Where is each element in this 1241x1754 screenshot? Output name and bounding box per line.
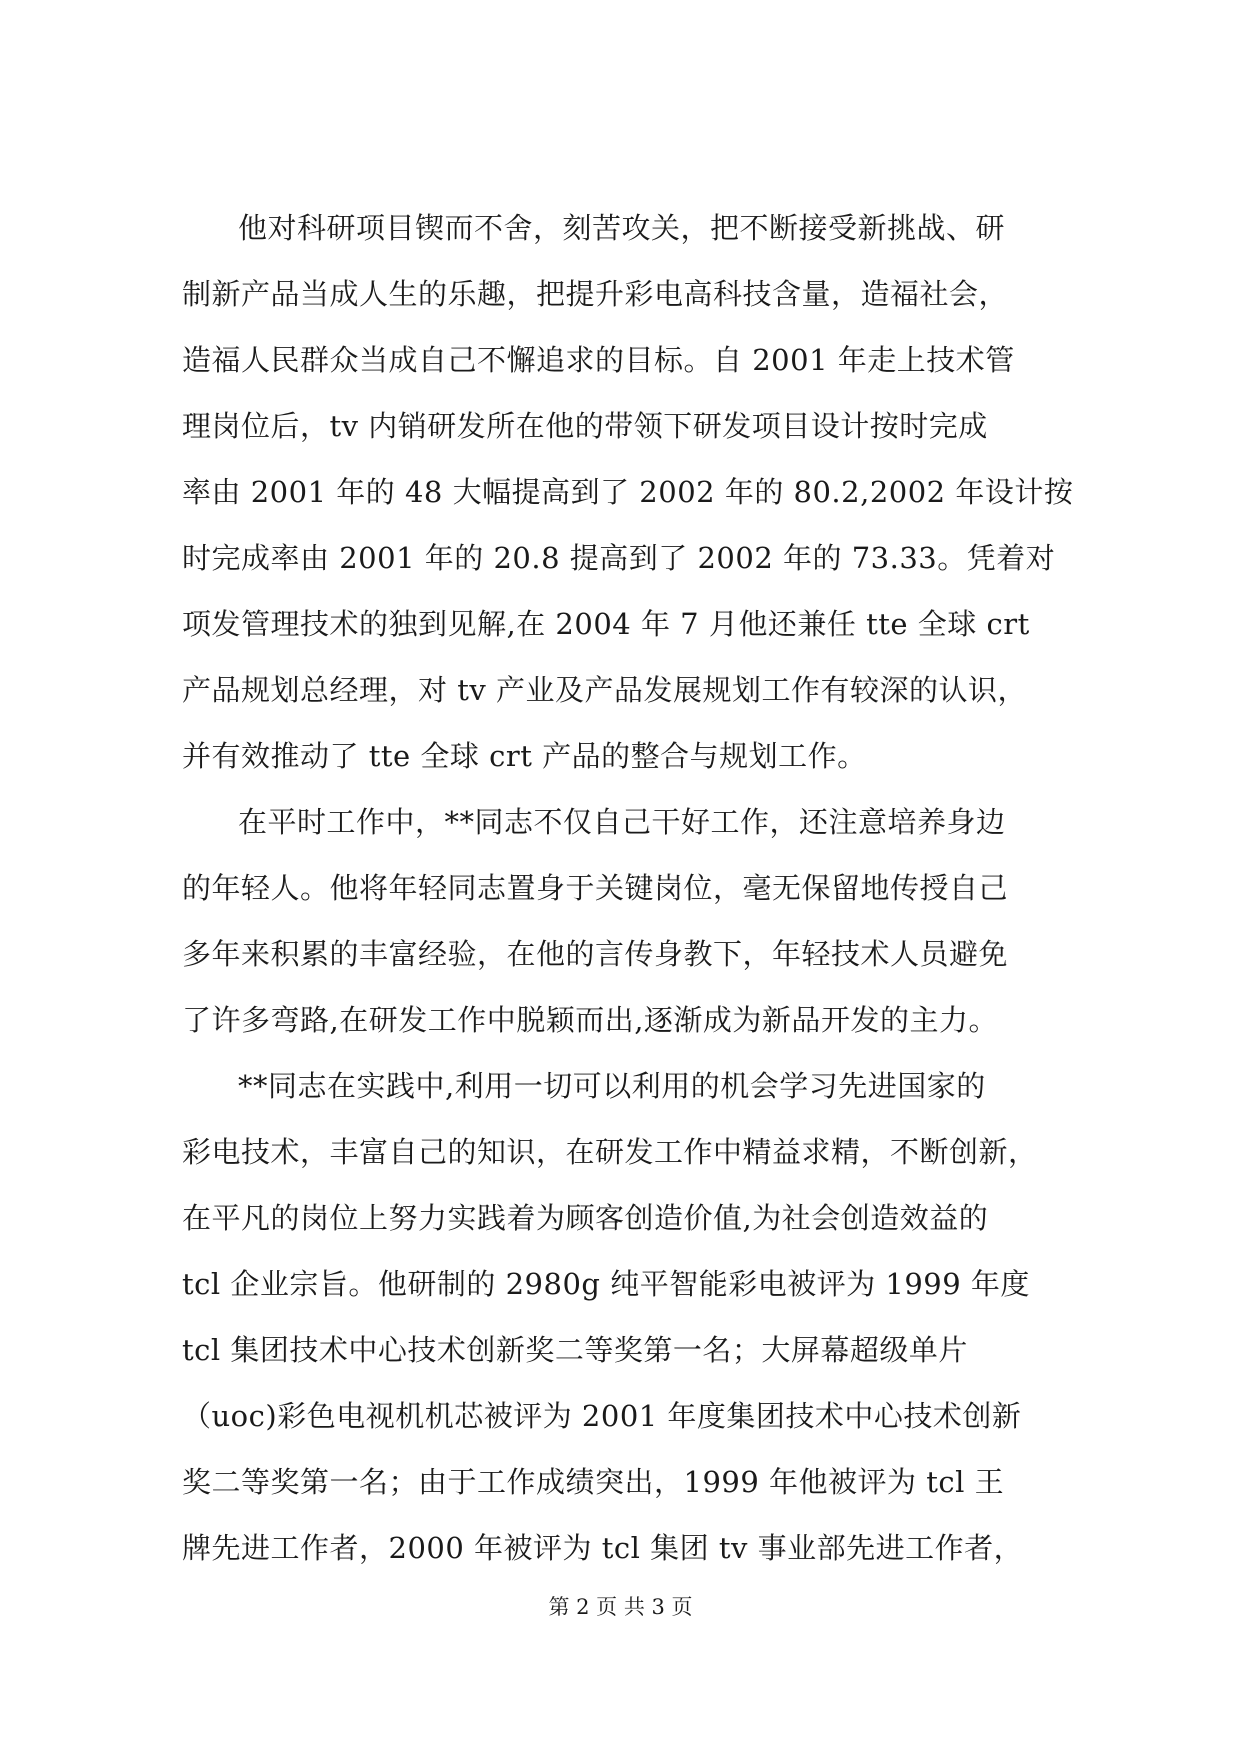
paragraph-2-line-3: 多年来积累的丰富经验，在他的言传身教下，年轻技术人员避免	[182, 937, 1009, 971]
paragraph-1-line-4: 理岗位后，tv 内销研发所在他的带领下研发项目设计按时完成	[182, 409, 988, 443]
paragraph-3-line-3: 在平凡的岗位上努力实践着为顾客创造价值,为社会创造效益的	[182, 1201, 989, 1235]
paragraph-2-line-1: 在平时工作中，**同志不仅自己干好工作，还注意培养身边	[238, 805, 1006, 839]
page-footer: 第 2 页 共 3 页	[548, 1595, 693, 1619]
paragraph-3-line-8: 牌先进工作者，2000 年被评为 tcl 集团 tv 事业部先进工作者，	[182, 1531, 1024, 1565]
paragraph-3-line-5: tcl 集团技术中心技术创新奖二等奖第一名；大屏幕超级单片	[182, 1333, 968, 1367]
paragraph-3-line-7: 奖二等奖第一名；由于工作成绩突出，1999 年他被评为 tcl 王	[182, 1465, 1005, 1499]
paragraph-3-line-4: tcl 企业宗旨。他研制的 2980g 纯平智能彩电被评为 1999 年度	[182, 1267, 1030, 1301]
paragraph-1-line-9: 并有效推动了 tte 全球 crt 产品的整合与规划工作。	[182, 739, 867, 773]
paragraph-1-line-2: 制新产品当成人生的乐趣，把提升彩电高科技含量，造福社会，	[182, 277, 1009, 311]
paragraph-1-line-8: 产品规划总经理，对 tv 产业及产品发展规划工作有较深的认识，	[182, 673, 1027, 707]
paragraph-2-line-2: 的年轻人。他将年轻同志置身于关键岗位，毫无保留地传授自己	[182, 871, 1009, 905]
paragraph-1-line-5: 率由 2001 年的 48 大幅提高到了 2002 年的 80.2,2002 年设计按	[182, 475, 1074, 509]
paragraph-1-line-1: 他对科研项目锲而不舍，刻苦攻关，把不断接受新挑战、研	[238, 211, 1006, 245]
paragraph-2-line-4: 了许多弯路,在研发工作中脱颖而出,逐渐成为新品开发的主力。	[182, 1003, 998, 1037]
paragraph-1-line-3: 造福人民群众当成自己不懈追求的目标。自 2001 年走上技术管	[182, 343, 1015, 377]
paragraph-3-line-2: 彩电技术，丰富自己的知识，在研发工作中精益求精，不断创新，	[182, 1135, 1038, 1169]
paragraph-3-line-1: **同志在实践中,利用一切可以利用的机会学习先进国家的	[238, 1069, 986, 1103]
paragraph-1-line-7: 项发管理技术的独到见解,在 2004 年 7 月他还兼任 tte 全球 crt	[182, 607, 1030, 641]
paragraph-3-line-6: （uoc)彩色电视机机芯被评为 2001 年度集团技术中心技术创新	[182, 1399, 1022, 1433]
paragraph-1-line-6: 时完成率由 2001 年的 20.8 提高到了 2002 年的 73.33。凭着对	[182, 541, 1056, 575]
